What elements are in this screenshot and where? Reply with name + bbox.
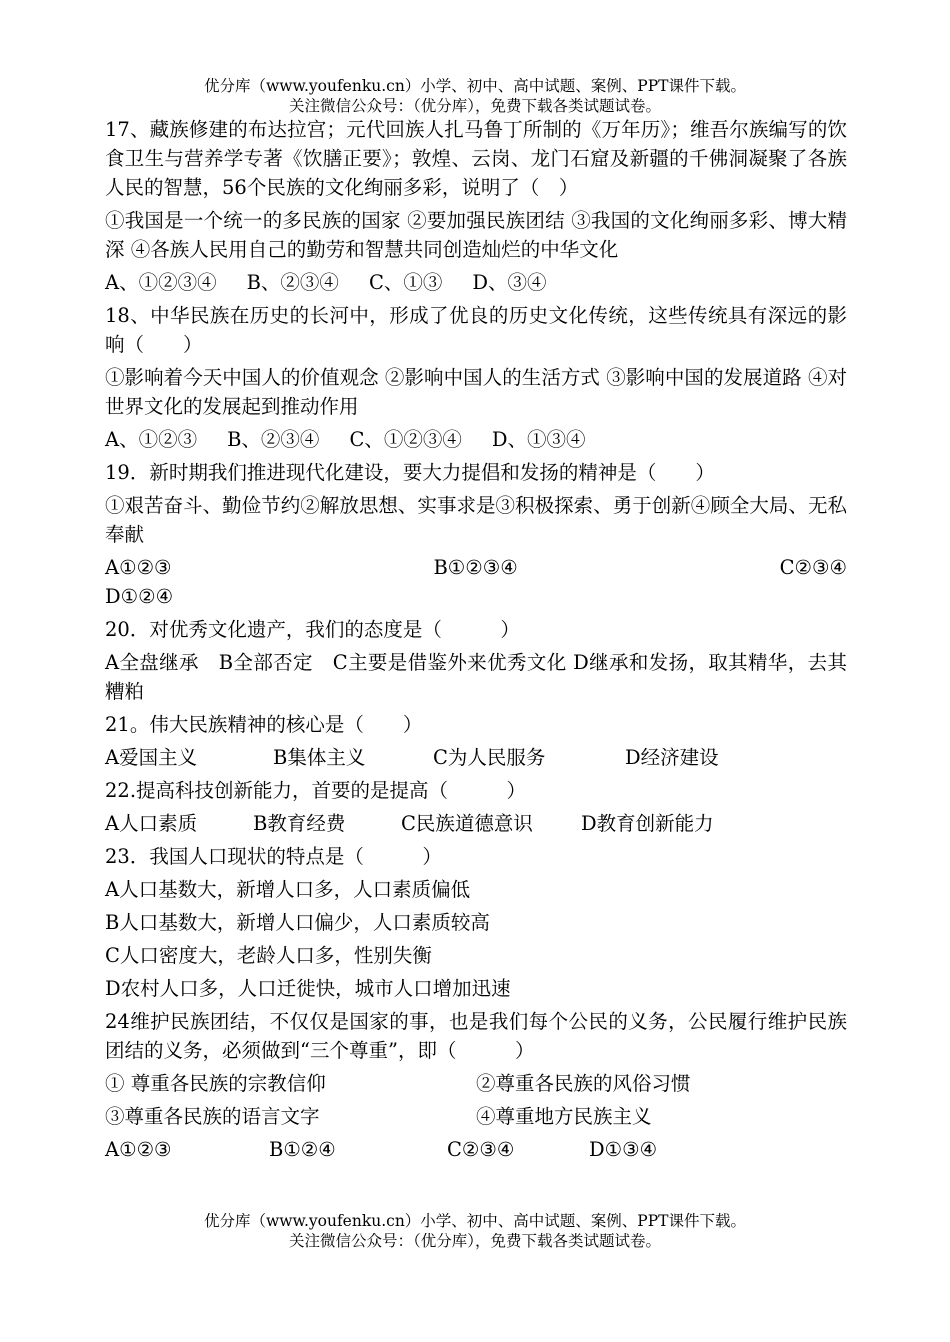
q19-option-b: B①②③④ (433, 556, 518, 579)
q18-options (105, 425, 847, 454)
q22-options (105, 809, 847, 838)
q23-option-d: D农村人口多，人口迁徙快，城市人口增加迅速 (105, 977, 511, 1000)
q21-option-a: A爱国主义 (105, 746, 198, 769)
q19-stem: 19．新时期我们推进现代化建设，要大力提倡和发扬的精神是（ ） (105, 461, 715, 484)
q21-option-c: C为人民服务 (433, 746, 546, 769)
q22-option-b: B教育经费 (253, 812, 346, 835)
q21-option-b: B集体主义 (273, 746, 366, 769)
q19-option-c: C②③④ (779, 556, 847, 579)
q24-stem: 24维护民族团结，不仅仅是国家的事，也是我们每个公民的义务，公民履行维护民族团结的义务，必须做到“三个尊重”，即（ ） (105, 1010, 847, 1062)
q24-option-b: B①②④ (269, 1138, 336, 1161)
q18-items: ①影响着今天中国人的价值观念 ②影响中国人的生活方式 ③影响中国的发展道路 ④对世界文化的发展起到推动作用 (105, 366, 847, 418)
q24-options (105, 1135, 847, 1164)
q24-item-2: ②尊重各民族的风俗习惯 (476, 1072, 691, 1095)
q18-stem: 18、中华民族在历史的长河中，形成了优良的历史文化传统，这些传统具有深远的影响（ ） (105, 304, 847, 356)
q24-option-c: C②③④ (447, 1138, 515, 1161)
footer-line-2: 关注微信公众号：（优分库），免费下载各类试题试卷。 (288, 1232, 661, 1250)
q23-option-b: B人口基数大，新增人口偏少，人口素质较高 (105, 911, 490, 934)
question-list (105, 115, 847, 1168)
q17-option-c: C、①③ (368, 271, 443, 294)
q22-option-c: C民族道德意识 (401, 812, 533, 835)
q18-option-c: C、①②③④ (349, 428, 462, 451)
q22-option-d: D教育创新能力 (581, 812, 714, 835)
q17-stem: 17、藏族修建的布达拉宫；元代回族人扎马鲁丁所制的《万年历》；维吾尔族编写的饮食卫生与营养学专著《饮膳正要》；敦煌、云岗、龙门石窟及新疆的千佛洞凝聚了各族人民的智慧，56个民族的文化绚丽多彩，说明了（ ） (105, 118, 847, 199)
q22-stem: 22.提高科技创新能力，首要的是提高（ ） (105, 779, 527, 802)
page-footer (0, 1211, 950, 1251)
q24-item-3: ③尊重各民族的语言文字 (105, 1105, 320, 1128)
q19-option-a: A①②③ (105, 556, 172, 579)
q21-stem: 21。伟大民族精神的核心是（ ） (105, 713, 423, 736)
q18-option-b: B、②③④ (227, 428, 320, 451)
q17-options (105, 268, 847, 297)
q17-option-d: D、③④ (472, 271, 547, 294)
q18-option-a: A、①②③ (105, 428, 198, 451)
q19-option-d: D①②④ (105, 585, 174, 608)
q24-item-4: ④尊重地方民族主义 (476, 1105, 652, 1128)
q19-items: ①艰苦奋斗、勤俭节约②解放思想、实事求是③积极探索、勇于创新④顾全大局、无私奉献 (105, 494, 847, 546)
q24-items-row-1 (105, 1069, 847, 1098)
q24-option-d: D①③④ (589, 1138, 658, 1161)
page-header (0, 76, 950, 116)
footer-line-1: 优分库（www.youfenku.cn）小学、初中、高中试题、案例、PPT课件下载。 (203, 1212, 747, 1230)
q24-item-1: ① 尊重各民族的宗教信仰 (105, 1072, 326, 1095)
q19-options-row-2 (105, 582, 847, 611)
q21-options (105, 743, 847, 772)
header-line-1: 优分库（www.youfenku.cn）小学、初中、高中试题、案例、PPT课件下载。 (203, 77, 747, 95)
q19-options-row-1 (105, 553, 847, 582)
q17-option-a: A、①②③④ (105, 271, 217, 294)
q23-stem: 23．我国人口现状的特点是（ ） (105, 845, 442, 868)
q17-option-b: B、②③④ (246, 271, 339, 294)
header-line-2: 关注微信公众号：（优分库），免费下载各类试题试卷。 (288, 97, 661, 115)
q18-option-d: D、①③④ (491, 428, 586, 451)
q24-items-row-2 (105, 1102, 847, 1131)
q20-stem: 20．对优秀文化遗产，我们的态度是（ ） (105, 618, 520, 641)
q24-option-a: A①②③ (105, 1138, 172, 1161)
q21-option-d: D经济建设 (625, 746, 719, 769)
q23-option-c: C人口密度大，老龄人口多，性别失衡 (105, 944, 432, 967)
q23-option-a: A人口基数大，新增人口多，人口素质偏低 (105, 878, 471, 901)
q22-option-a: A人口素质 (105, 812, 198, 835)
q20-options: A全盘继承 B全部否定 C主要是借鉴外来优秀文化 D继承和发扬，取其精华，去其糟粕 (105, 651, 847, 703)
q17-items: ①我国是一个统一的多民族的国家 ②要加强民族团结 ③我国的文化绚丽多彩、博大精深 ④各族人民用自己的勤劳和智慧共同创造灿烂的中华文化 (105, 209, 847, 261)
